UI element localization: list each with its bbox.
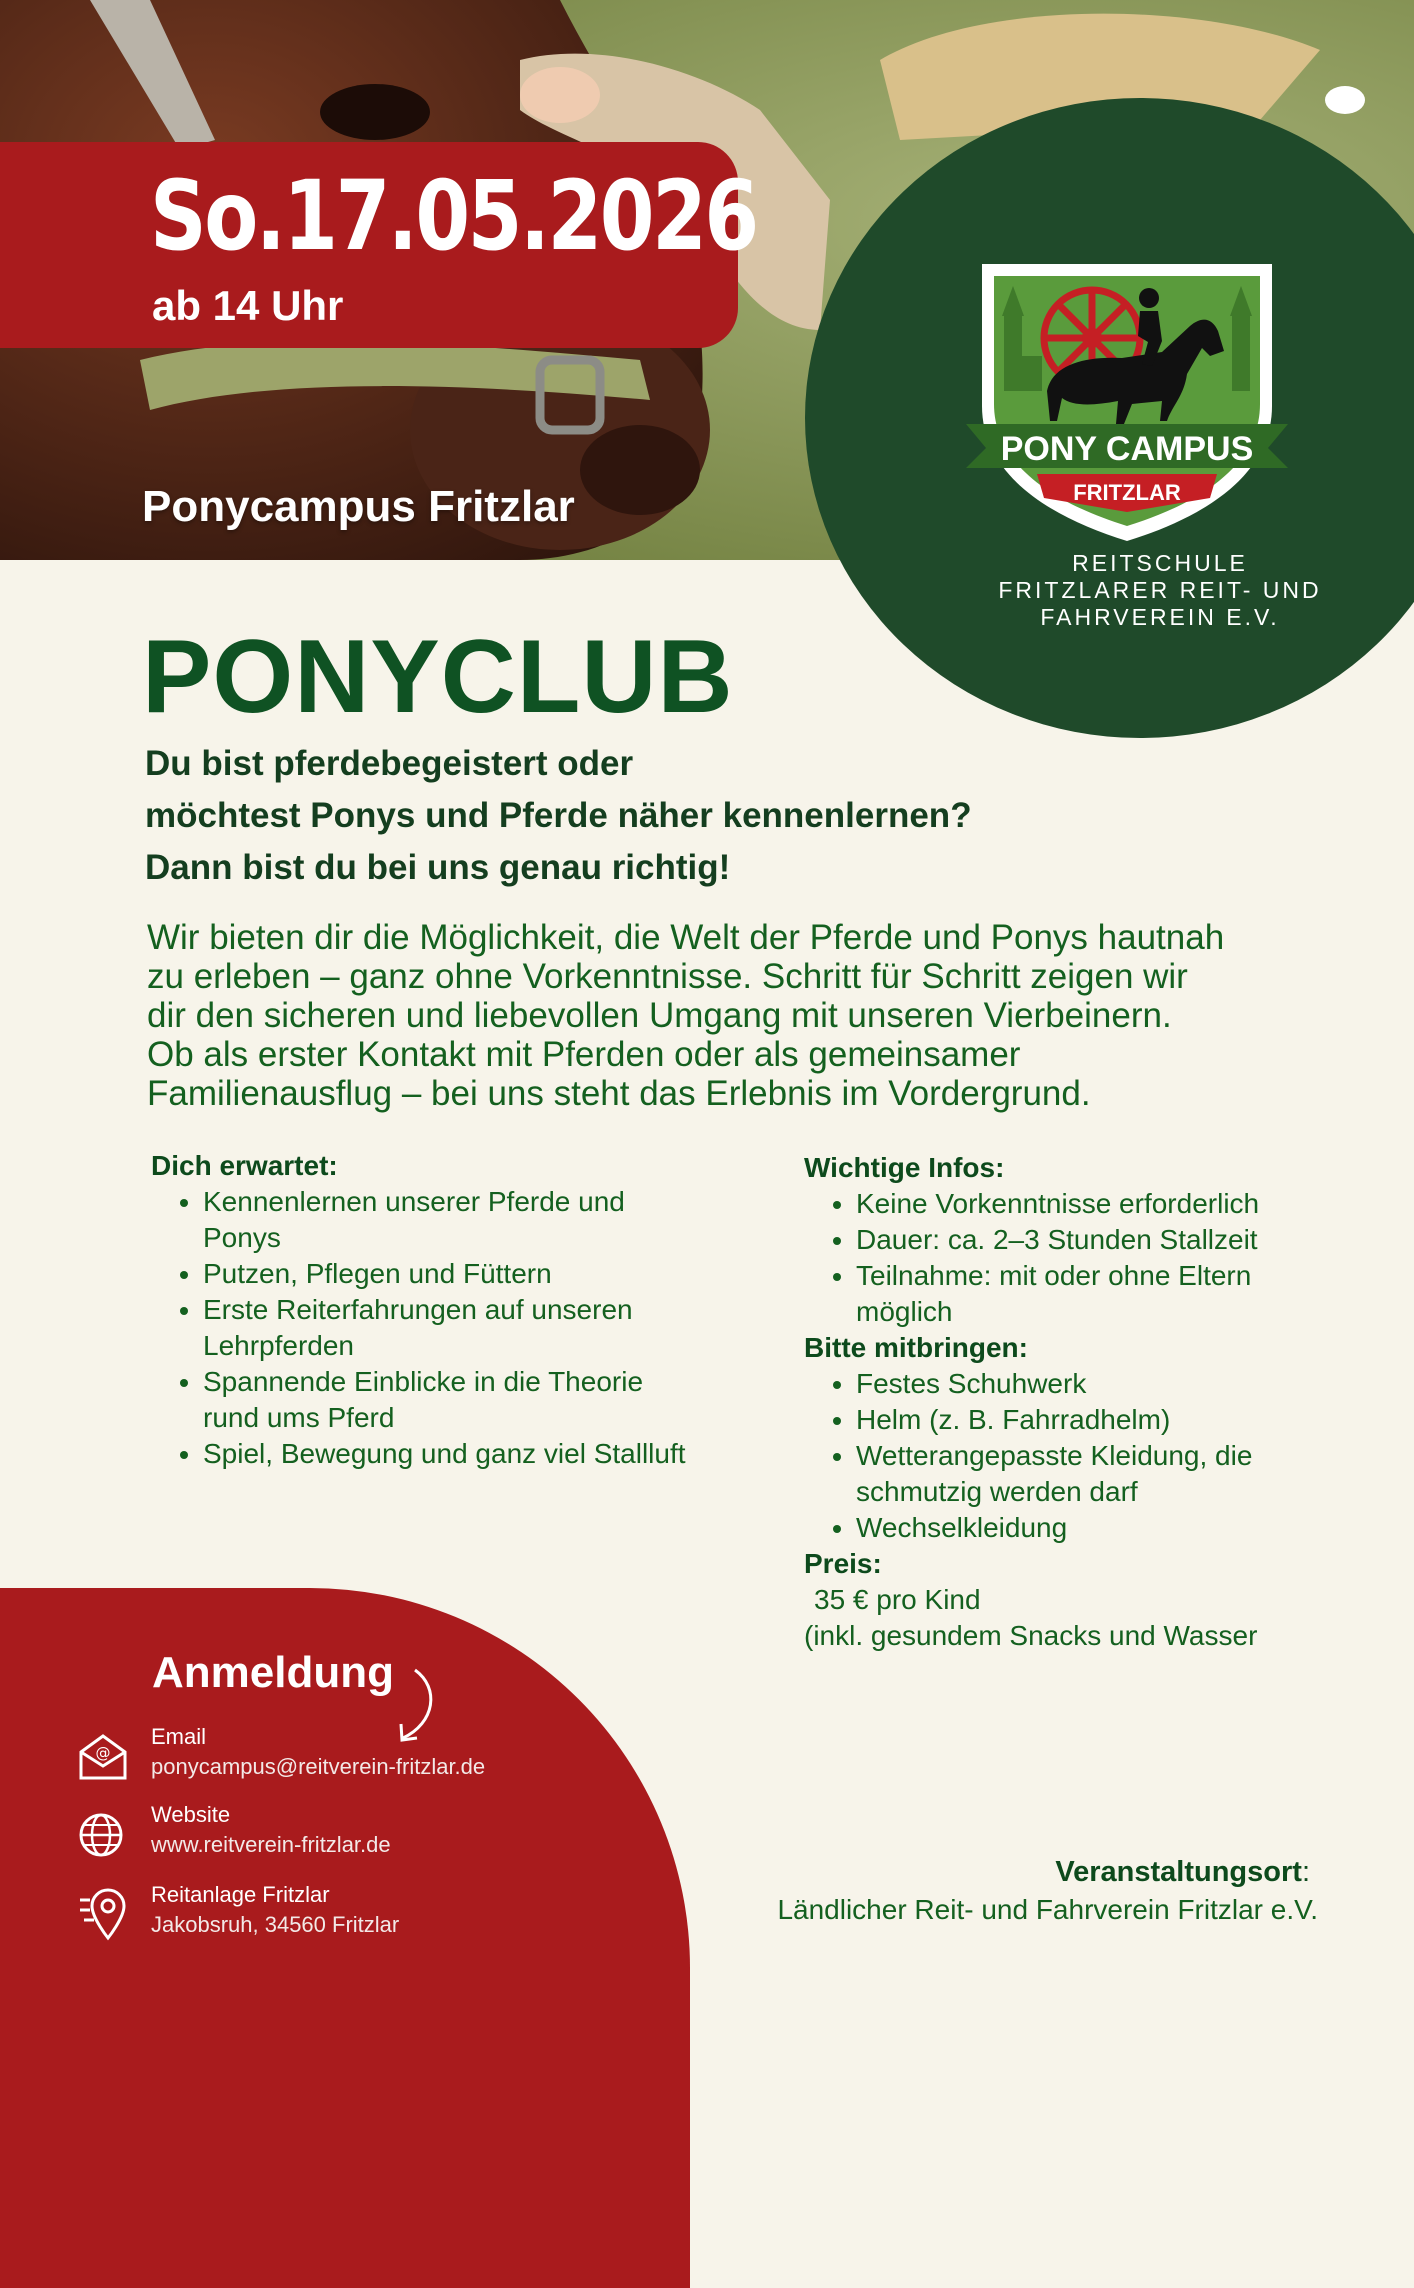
globe-icon: [78, 1812, 124, 1858]
price-note: (inkl. gesundem Snacks und Wasser: [804, 1620, 1258, 1651]
body-line: Wir bieten dir die Möglichkeit, die Welt der Pferde und Ponys hautnah: [147, 918, 1225, 957]
list-item: • Wechselkleidung: [856, 1510, 1344, 1546]
expect-section: [151, 1148, 751, 1472]
body-paragraph: [147, 918, 1347, 1113]
mail-icon: [78, 1732, 128, 1782]
info-section: [804, 1150, 1344, 1654]
list-item: • Teilnahme: mit oder ohne Eltern möglich: [856, 1258, 1316, 1330]
page-title: PONYCLUB: [142, 619, 734, 735]
expect-title: Dich erwartet:: [151, 1150, 338, 1181]
event-time: ab 14 Uhr: [152, 282, 344, 329]
logo-subtitle: FRITZLAR: [1073, 480, 1181, 505]
intro-text: [145, 738, 972, 894]
venue-name: Ländlicher Reit- und Fahrverein Fritzlar e.V.: [777, 1894, 1318, 1925]
venue-title: [1055, 1856, 1310, 1889]
list-item: • Kennenlernen unserer Pferde und Ponys: [203, 1184, 643, 1256]
list-item: • Spiel, Bewegung und ganz viel Stallluft: [203, 1436, 751, 1472]
club-line-2: FRITZLARER REIT- UND: [998, 577, 1322, 603]
email-label: Email: [151, 1724, 207, 1749]
club-description: [940, 550, 1380, 631]
price-amount: 35 € pro Kind: [814, 1584, 981, 1615]
intro-line: möchtest Ponys und Pferde näher kennenlernen?: [145, 796, 972, 835]
body-line: Ob als erster Kontakt mit Pferden oder als gemeinsamer: [147, 1035, 1021, 1074]
list-item: • Dauer: ca. 2–3 Stunden Stallzeit: [856, 1222, 1344, 1258]
website-label: Website: [151, 1802, 231, 1827]
body-line: dir den sicheren und liebevollen Umgang mit unseren Vierbeinern.: [147, 996, 1172, 1035]
event-date: So.17.05.2026: [150, 160, 757, 272]
list-item: • Festes Schuhwerk: [856, 1366, 1344, 1402]
info-title: Wichtige Infos:: [804, 1152, 1005, 1183]
address-value: Jakobsruh, 34560 Fritzlar: [151, 1912, 400, 1937]
info-list: [804, 1186, 1344, 1330]
body-line: zu erleben – ganz ohne Vorkenntnisse. Schritt für Schritt zeigen wir: [147, 957, 1188, 996]
svg-text:@: @: [95, 1744, 111, 1762]
intro-line: Du bist pferdebegeistert oder: [145, 744, 634, 783]
pony-campus-logo: [962, 256, 1292, 546]
curved-arrow-icon: [395, 1668, 445, 1748]
address-label: Reitanlage Fritzlar: [151, 1882, 330, 1907]
list-item: • Erste Reiterfahrungen auf unseren Lehrpferden: [203, 1292, 683, 1364]
venue-title-text: Veranstaltungsort: [1055, 1856, 1302, 1888]
bring-list: [804, 1366, 1344, 1546]
website-link[interactable]: www.reitverein-fritzlar.de: [151, 1832, 391, 1857]
venue-title-colon: :: [1301, 1856, 1310, 1888]
price-title: Preis:: [804, 1548, 882, 1579]
registration-title: Anmeldung: [152, 1648, 394, 1697]
body-line: Familienausflug – bei uns steht das Erlebnis im Vordergrund.: [147, 1074, 1091, 1113]
location-pin-icon: [78, 1886, 128, 1942]
bring-title: Bitte mitbringen:: [804, 1332, 1028, 1363]
list-item: • Spannende Einblicke in die Theorie rund ums Pferd: [203, 1364, 683, 1436]
club-line-3: FAHRVEREIN E.V.: [1040, 604, 1280, 630]
photo-caption: Ponycampus Fritzlar: [142, 482, 575, 531]
list-item: • Putzen, Pflegen und Füttern: [203, 1256, 751, 1292]
list-item: • Wetterangepasste Kleidung, die schmutzig werden darf: [856, 1438, 1316, 1510]
logo-title: PONY CAMPUS: [1000, 430, 1254, 468]
email-link[interactable]: ponycampus@reitverein-fritzlar.de: [151, 1754, 486, 1779]
expect-list: [151, 1184, 751, 1472]
list-item: • Keine Vorkenntnisse erforderlich: [856, 1186, 1344, 1222]
club-line-1: REITSCHULE: [1072, 550, 1248, 576]
intro-line: Dann bist du bei uns genau richtig!: [145, 848, 731, 887]
list-item: • Helm (z. B. Fahrradhelm): [856, 1402, 1344, 1438]
